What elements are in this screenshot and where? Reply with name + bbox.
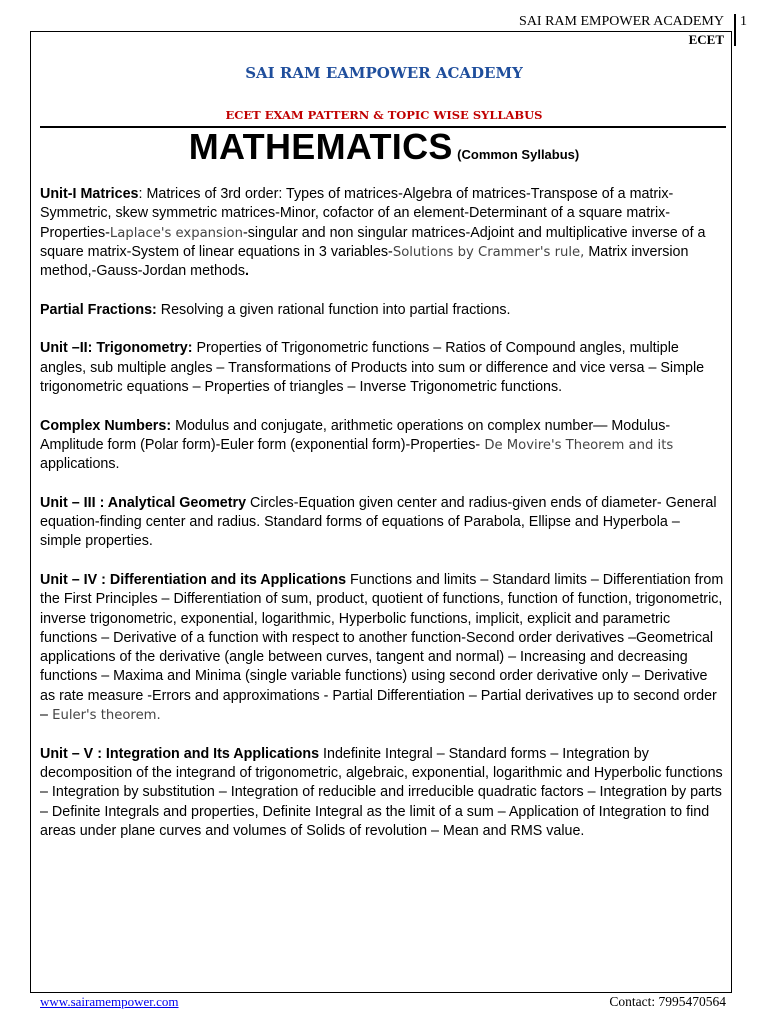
subject-title-block [0, 126, 768, 168]
unit-4-differentiation [40, 571, 724, 725]
academy-title: SAI RAM EAMPOWER ACADEMY [245, 64, 523, 82]
unit-text: -singular and non singular matrices-Adjoint and multiplicative inverse of a square matrix-System of linear equations in 3 variables- [40, 224, 706, 260]
syllabus-content [40, 185, 724, 860]
subject-subtitle: (Common Syllabus) [457, 147, 580, 162]
unit-5-integration [40, 745, 724, 841]
page-number: 1 [740, 14, 747, 29]
header-exam: ECET [688, 32, 724, 47]
unit-text: Matrix inversion method,-Gauss-Jordan methods [40, 243, 689, 280]
unit-heading: Unit – III : Analytical Geometry [40, 494, 247, 511]
unit-text: applications. [40, 456, 120, 473]
unit-heading: Complex Numbers: [40, 417, 172, 434]
unit-heading: Unit-I Matrices [40, 186, 139, 202]
unit-heading: Partial Fractions: [40, 301, 157, 318]
partial-fractions [40, 301, 724, 320]
unit-text: Properties of Trigonometric functions – Ratios of Compound angles, multiple angles, sub multiple angles – Transformations of Products into sum or difference and vice versa – Simple trigonometric equations – Properties of triangles – Inverse Trigonometric functions. [40, 340, 705, 395]
header-academy-name: SAI RAM EMPOWER ACADEMY [519, 14, 724, 29]
website-link[interactable]: www.sairamempower.com [40, 994, 179, 1009]
unit-heading: Unit –II: Trigonometry: [40, 340, 193, 357]
unit-text: Functions and limits – Standard limits – Differentiation from the First Principles – Differentiation of sum, product, quotient of functions, function of function, trigonometric, inverse trigonometric, exponential, logarithmic, Hyperbolic functions, implicit, explicit and parametric functions – Derivative of a function with respect to another function-Second order derivatives –Geometrical applications of the derivative (angle between curves, tangent and normal) – Increasing and decreasing functions – Maxima and Minima (single variable functions) using second order derivative only – Derivative as rate measure -Errors and approximations - Partial Differentiation – Partial derivatives up to second order – [40, 571, 724, 724]
unit-text-light: Solutions by Crammer's rule, [392, 244, 585, 260]
unit-text-end: . [245, 263, 250, 280]
unit-text: Modulus and conjugate, arithmetic operations on complex number— Modulus- Amplitude form (Polar form)-Euler form (exponential form)-Properties- [40, 417, 671, 453]
unit-text: Resolving a given rational function into partial fractions. [156, 301, 511, 318]
unit-text-light: Laplace's expansion [109, 225, 243, 241]
unit-text: Indefinite Integral – Standard forms – Integration by decomposition of the integrand of trigonometric, algebraic, exponential, logarithmic and Hyperbolic functions – Integration by substitution – Integration of reducible and irreducible quadratic factors – Integration by parts – Definite Integrals and properties, Definite Integral as the limit of a sum – Application of Integration to find areas under plane curves and volumes of Solids of revolution – Mean and RMS value. [40, 745, 723, 839]
complex-numbers [40, 417, 724, 475]
unit-text-light: De Movire's Theorem and its [480, 437, 674, 453]
subject-title: MATHEMATICS [188, 126, 453, 167]
unit-text: : Matrices of 3rd order: Types of matrices-Algebra of matrices-Transpose of a matrix- Symmetric, skew symmetric matrices-Minor, cofactor of an element-Determinant of a square matrix-Properties- [40, 186, 674, 241]
contact-number: Contact: 7995470564 [609, 994, 726, 1009]
unit-text-light: Euler's theorem. [47, 708, 161, 724]
unit-text: Circles-Equation given center and radius-given ends of diameter- General equation-finding center and radius. Standard forms of equations of Parabola, Ellipse and Hyperbola – simple properties. [40, 494, 717, 550]
unit-1-matrices [40, 185, 724, 281]
unit-3-analytical-geometry [40, 494, 724, 552]
unit-2-trigonometry [40, 339, 724, 397]
header-divider [734, 14, 736, 46]
unit-heading: Unit – V : Integration and Its Applications [40, 745, 320, 762]
pattern-title: ECET EXAM PATTERN & TOPIC WISE SYLLABUS [225, 108, 543, 122]
unit-heading: Unit – IV : Differentiation and its Applications [40, 571, 347, 588]
